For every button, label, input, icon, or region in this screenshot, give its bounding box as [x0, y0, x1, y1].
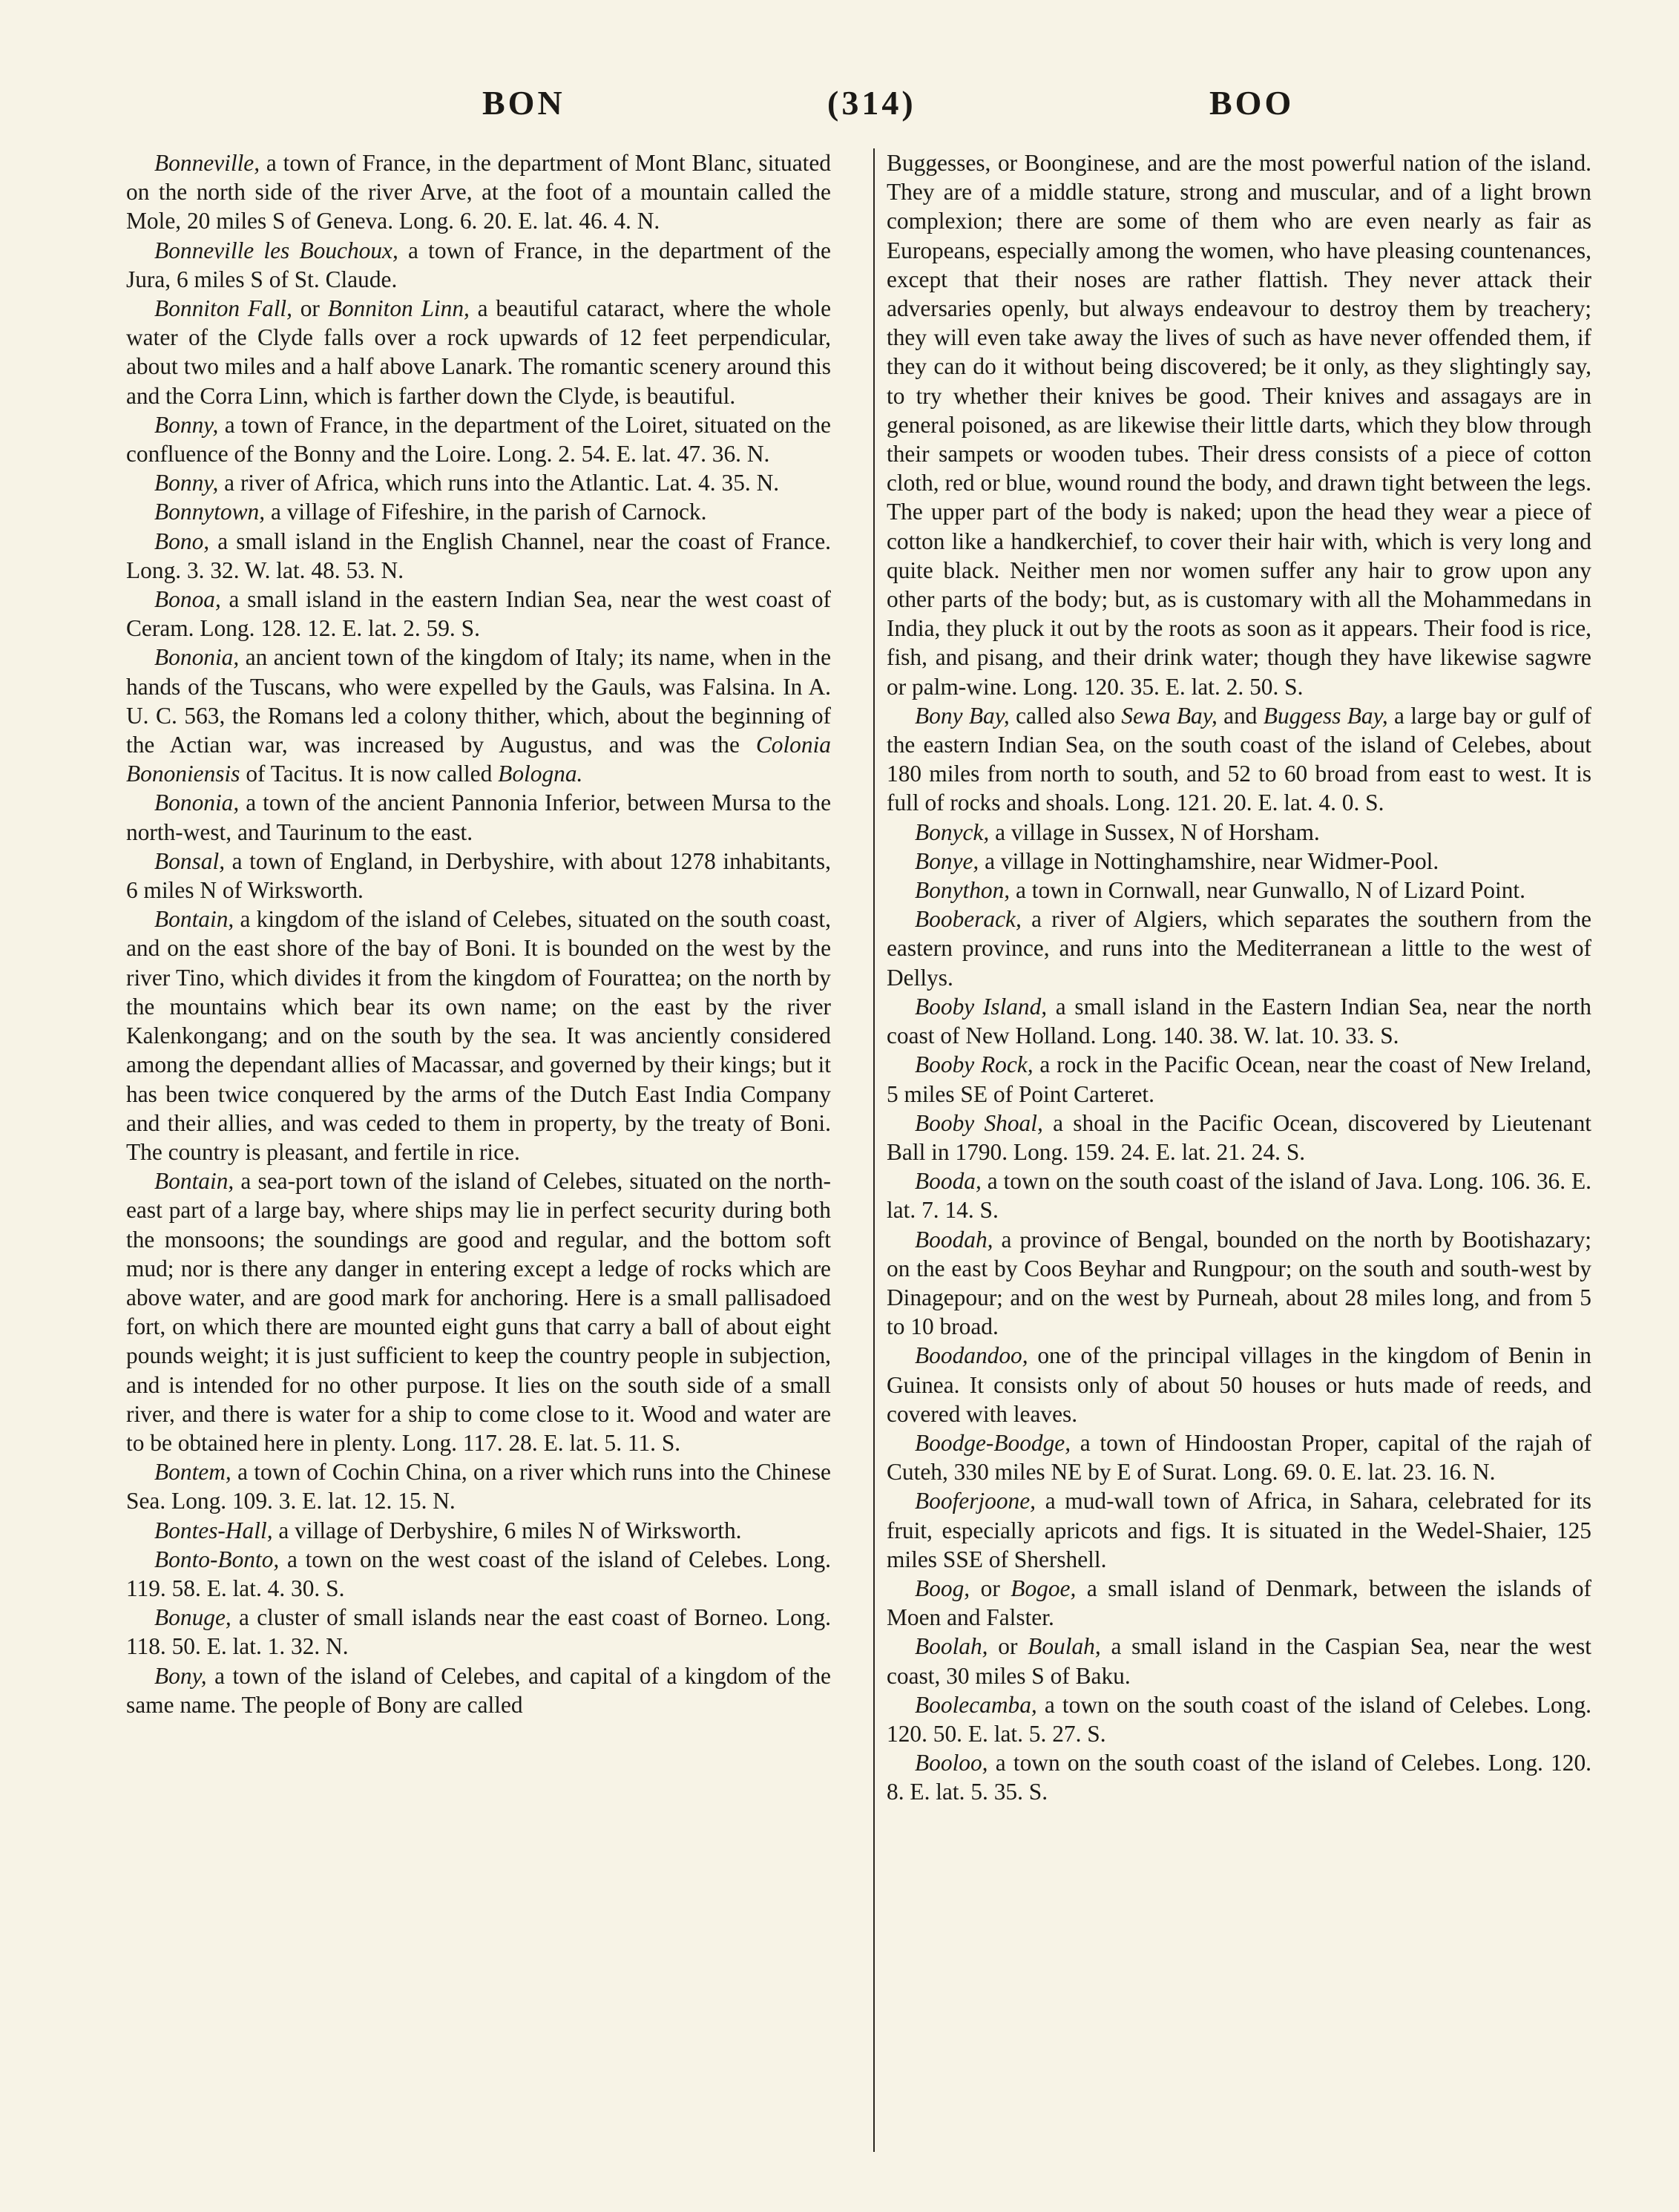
- entry-headword: Bonoa,: [154, 586, 221, 613]
- entry-headword: Bonniton Linn,: [327, 295, 470, 322]
- entry-text: a small island in the English Channel, near the coast of France. Long. 3. 32. W. lat. 48. 53. N.: [126, 528, 831, 583]
- gazetteer-entry: [126, 1603, 831, 1661]
- gazetteer-entry: [126, 1166, 831, 1457]
- entry-headword: Bologna.: [498, 761, 583, 787]
- gazetteer-entry: [887, 1428, 1591, 1486]
- entry-text: a small island in the eastern Indian Sea, near the west coast of Ceram. Long. 128. 12. E. lat. 2. 59. S.: [126, 586, 831, 642]
- entry-headword: Bonny,: [154, 470, 219, 496]
- header-left-guideword: BON: [482, 84, 565, 122]
- gazetteer-entry: [887, 876, 1591, 905]
- entry-text: a village of Derbyshire, 6 miles N of Wirksworth.: [272, 1517, 742, 1543]
- entry-text: a town of the island of Celebes, and capital of a kingdom of the same name. The people of Bony are called: [126, 1662, 831, 1718]
- entry-headword: Boodah,: [915, 1226, 993, 1253]
- entry-headword: Bonnytown,: [154, 499, 266, 525]
- entry-text: a village of Fifeshire, in the parish of Carnock.: [265, 499, 707, 525]
- entry-text: a shoal in the Pacific Ocean, discovered by Lieutenant Ball in 1790. Long. 159. 24. E. lat. 21. 24. S.: [887, 1109, 1591, 1165]
- entry-headword: Bogoe,: [1011, 1575, 1077, 1601]
- entry-headword: Sewa Bay,: [1121, 702, 1218, 729]
- entry-text: of Tacitus. It is now called: [240, 761, 499, 787]
- entry-text: a mud-wall town of Africa, in Sahara, celebrated for its fruit, especially apricots and figs. It is situated in the Wedel-Shaier, 125 miles SSE of Shershell.: [887, 1488, 1591, 1572]
- entry-text: a sea-port town of the island of Celebes, situated on the north-east part of a large bay, where ships may lie in perfect security during both the monsoons; the soundings are good and regular, and the bottom soft mud; nor is there any danger in entering except a ledge of rocks which are above water, and are good mark for anchoring. Here is a small pallisadoed fort, on which there are mounted eight guns that carry a ball of about eight pounds weight; it is just sufficient to keep the country people in subjection, and is intended for no other purpose. It lies on the south side of a small river, and there is water for a ship to come close to it. Wood and water are to be obtained here in plenty. Long. 117. 28. E. lat. 5. 11. S.: [126, 1168, 831, 1456]
- gazetteer-entry: [887, 1486, 1591, 1574]
- entry-headword: Boolah,: [915, 1633, 988, 1660]
- entry-headword: Bononia,: [154, 644, 240, 671]
- entry-text: and: [1217, 702, 1264, 729]
- entry-text: a village in Nottinghamshire, near Widmer-Pool.: [979, 847, 1439, 874]
- gazetteer-entry: [887, 1225, 1591, 1342]
- entry-headword: Boodge-Boodge,: [915, 1429, 1071, 1456]
- gazetteer-entry: [126, 294, 831, 410]
- entry-headword: Boolecamba,: [915, 1691, 1037, 1718]
- header-right-guideword: BOO: [1209, 84, 1295, 122]
- gazetteer-entry: [126, 410, 831, 468]
- left-column: [126, 148, 831, 1719]
- entry-text: a large bay or gulf of the eastern Indian Sea, on the south coast of the island of Celebes, about 180 miles from north to south, and 52 to 60 broad from east to west. It is full of rocks and shoals. Long. 121. 20. E. lat. 4. 0. S.: [887, 702, 1591, 816]
- entry-text: a town of the ancient Pannonia Inferior, between Mursa to the north-west, and Taurinum to the east.: [126, 790, 831, 845]
- entry-text: a river of Africa, which runs into the Atlantic. Lat. 4. 35. N.: [218, 470, 780, 496]
- entry-headword: Bonneville les Bouchoux,: [154, 237, 398, 263]
- entry-headword: Bonneville,: [154, 150, 260, 176]
- entry-text: or: [988, 1633, 1028, 1660]
- gazetteer-entry: [887, 1341, 1591, 1428]
- entry-text: a town on the south coast of the island of Celebes. Long. 120. 50. E. lat. 5. 27. S.: [887, 1691, 1591, 1747]
- gazetteer-entry: [126, 1516, 831, 1545]
- gazetteer-entry: [126, 497, 831, 526]
- gazetteer-entry: [126, 847, 831, 905]
- gazetteer-entry: [126, 905, 831, 1166]
- entry-text: called also: [1009, 702, 1122, 729]
- page-header: [119, 83, 1588, 135]
- entry-headword: Bonny,: [154, 411, 219, 438]
- gazetteer-entry: [126, 585, 831, 643]
- entry-headword: Booberack,: [915, 906, 1022, 933]
- entry-headword: Booferjoone,: [915, 1488, 1036, 1514]
- entry-headword: Bonython,: [915, 877, 1011, 904]
- gazetteer-entry: [126, 788, 831, 846]
- gazetteer-entry: [887, 1109, 1591, 1166]
- page-number: (314): [827, 84, 916, 122]
- entry-headword: Bonniton Fall,: [154, 295, 292, 322]
- gazetteer-entry: [887, 1690, 1591, 1748]
- gazetteer-entry: [126, 1545, 831, 1603]
- entry-text: or: [970, 1575, 1011, 1601]
- entry-headword: Bonuge,: [154, 1604, 231, 1631]
- right-column: [887, 148, 1591, 1807]
- gazetteer-entry: [126, 236, 831, 294]
- gazetteer-entry: [887, 148, 1591, 701]
- entry-text: a kingdom of the island of Celebes, situated on the south coast, and on the east shore of the bay of Boni. It is bounded on the west by the river Tino, which divides it from the kingdom of Fourattea; on the north by the mountains which bear its own name; on the east by the river Kalenkongang; and on the south by the sea. It was anciently considered among the dependant allies of Macassar, and governed by their kings; but it has been twice conquered by the arms of the Dutch East India Company and their allies, and was ceded to them in property, by the treaty of Boni. The country is pleasant, and fertile in rice.: [126, 906, 831, 1165]
- entry-headword: Bonye,: [915, 847, 979, 874]
- entry-text: a town on the west coast of the island of Celebes. Long. 119. 58. E. lat. 4. 30. S.: [126, 1546, 831, 1601]
- entry-text: a beautiful cataract, where the whole water of the Clyde falls over a rock upwards of 12 feet perpendicular, about two miles and a half above Lanark. The romantic scenery around this and the Corra Linn, which is farther down the Clyde, is beautiful.: [126, 295, 832, 409]
- gazetteer-entry: [126, 1661, 831, 1719]
- entry-headword: Bony Bay,: [915, 702, 1010, 729]
- gazetteer-entry: [887, 847, 1591, 876]
- entry-headword: Bononia,: [154, 790, 240, 816]
- entry-text: a village in Sussex, N of Horsham.: [989, 818, 1320, 845]
- entry-text: a river of Algiers, which separates the southern from the eastern province, and runs into the Mediterranean a little to the west of Dellys.: [887, 906, 1591, 991]
- gazetteer-entry: [887, 1632, 1591, 1690]
- entry-headword: Bony,: [154, 1662, 207, 1689]
- entry-text: a town on the south coast of the island of Celebes. Long. 120. 8. E. lat. 5. 35. S.: [887, 1750, 1591, 1805]
- gazetteer-entry: [887, 905, 1591, 992]
- entry-text: a small island in the Caspian Sea, near the west coast, 30 miles S of Baku.: [887, 1633, 1591, 1689]
- gazetteer-entry: [887, 1574, 1591, 1632]
- entry-text: a town on the south coast of the island of Java. Long. 106. 36. E. lat. 7. 14. S.: [887, 1168, 1591, 1224]
- entry-text: an ancient town of the kingdom of Italy; its name, when in the hands of the Tuscans, who were expelled by the Gauls, was Falsina. In A. U. C. 563, the Romans led a colony thither, which, about the beginning of the Actian war, was increased by Augustus, and was the: [126, 644, 831, 758]
- entry-text: a town of Cochin China, on a river which runs into the Chinese Sea. Long. 109. 3. E. lat. 12. 15. N.: [126, 1459, 831, 1514]
- entry-text: one of the principal villages in the kingdom of Benin in Guinea. It consists only of about 50 houses or huts made of reeds, and covered with leaves.: [887, 1342, 1591, 1427]
- entry-headword: Boodandoo,: [915, 1342, 1028, 1369]
- gazetteer-entry: [887, 1166, 1591, 1224]
- gazetteer-entry: [126, 468, 831, 497]
- entry-headword: Booby Island,: [915, 993, 1048, 1020]
- entry-headword: Bontes-Hall,: [154, 1517, 273, 1543]
- gazetteer-entry: [126, 1457, 831, 1515]
- gazetteer-entry: [126, 643, 831, 788]
- entry-text: a rock in the Pacific Ocean, near the coast of New Ireland, 5 miles SE of Point Carteret.: [887, 1051, 1591, 1107]
- entry-headword: Bono,: [154, 528, 210, 554]
- entry-text: or: [292, 295, 328, 322]
- entry-headword: Bontem,: [154, 1459, 231, 1486]
- entry-text: a town of England, in Derbyshire, with about 1278 inhabitants, 6 miles N of Wirksworth.: [126, 847, 831, 904]
- gazetteer-entry: [887, 701, 1591, 818]
- column-divider: [873, 148, 875, 2152]
- entry-text: a small island in the Eastern Indian Sea, near the north coast of New Holland. Long. 140. 38. W. lat. 10. 33. S.: [887, 993, 1591, 1049]
- entry-headword: Booby Shoal,: [915, 1109, 1043, 1136]
- entry-headword: Bonyck,: [915, 818, 990, 845]
- entry-headword: Buggess Bay,: [1263, 702, 1388, 729]
- entry-headword: Bonsal,: [154, 847, 226, 874]
- entry-headword: Booloo,: [915, 1750, 988, 1776]
- gazetteer-entry: [126, 148, 831, 236]
- entry-headword: Boog,: [915, 1575, 970, 1601]
- gazetteer-entry: [887, 818, 1591, 847]
- entry-text: a town of France, in the department of Mont Blanc, situated on the north side of the river Arve, at the foot of a mountain called the Mole, 20 miles S of Geneva. Long. 6. 20. E. lat. 46. 4. N.: [126, 150, 831, 234]
- gazetteer-entry: [126, 527, 831, 585]
- entry-headword: Booda,: [915, 1168, 982, 1195]
- gazetteer-entry: [887, 1050, 1591, 1108]
- entry-headword: Bonto-Bonto,: [154, 1546, 280, 1572]
- entry-headword: Bontain,: [154, 1168, 234, 1195]
- entry-text: a town in Cornwall, near Gunwallo, N of Lizard Point.: [1010, 877, 1525, 904]
- entry-headword: Bontain,: [154, 906, 234, 933]
- entry-text: a town of Hindoostan Proper, capital of the rajah of Cuteh, 330 miles NE by E of Surat. Long. 69. 0. E. lat. 23. 16. N.: [887, 1429, 1591, 1486]
- entry-headword: Booby Rock,: [915, 1051, 1034, 1078]
- entry-text: a cluster of small islands near the east coast of Borneo. Long. 118. 50. E. lat. 1. 32. N.: [126, 1604, 831, 1660]
- entry-text: a town of France, in the department of the Jura, 6 miles S of St. Claude.: [126, 237, 831, 292]
- entry-headword: Colonia Bononiensis: [126, 732, 831, 787]
- entry-text: Buggesses, or Boonginese, and are the most powerful nation of the island. They are of a middle stature, strong and muscular, and of a light brown complexion; there are some of them who are even nearly as fair as Europeans, especially among the women, who have pleasing countenances, except that their noses are rather flattish. They never attack their adversaries openly, but always endeavour to destroy them by treachery; they will even take away the lives of such as have never offended them, if they can do it without being discovered; be it only, as they slightingly say, to try whether their knives be good. Their knives and assagays are in general poisoned, as are likewise their little darts, which they blow through their sampets or wooden tubes. Their dress consists of a piece of cotton cloth, red or blue, wound round the body, and drawn tight between the legs. The upper part of the body is naked; upon the head they wear a piece of cotton like a handkerchief, to cover their hair with, which is very long and quite black. Neither men nor women suffer any hair to grow upon any other parts of the body; but, as is customary with all the Mohammedans in India, they pluck it out by the roots as soon as it appears. Their food is rice, fish, and pisang, and their drink water; though they have likewise sagwre or palm-wine. Long. 120. 35. E. lat. 2. 50. S.: [887, 150, 1591, 700]
- entry-text: a town of France, in the department of the Loiret, situated on the confluence of the Bonny and the Loire. Long. 2. 54. E. lat. 47. 36. N.: [126, 411, 831, 467]
- entry-headword: Boulah,: [1028, 1633, 1101, 1660]
- gazetteer-entry: [887, 1748, 1591, 1806]
- entry-text: a small island of Denmark, between the islands of Moen and Falster.: [887, 1575, 1591, 1631]
- entry-text: a province of Bengal, bounded on the north by Bootishazary; on the east by Coos Beyhar and Rungpour; on the south and south-west by Dinagepour; and on the west by Purneah, about 28 miles long, and from 5 to 10 broad.: [887, 1226, 1591, 1340]
- gazetteer-entry: [887, 992, 1591, 1050]
